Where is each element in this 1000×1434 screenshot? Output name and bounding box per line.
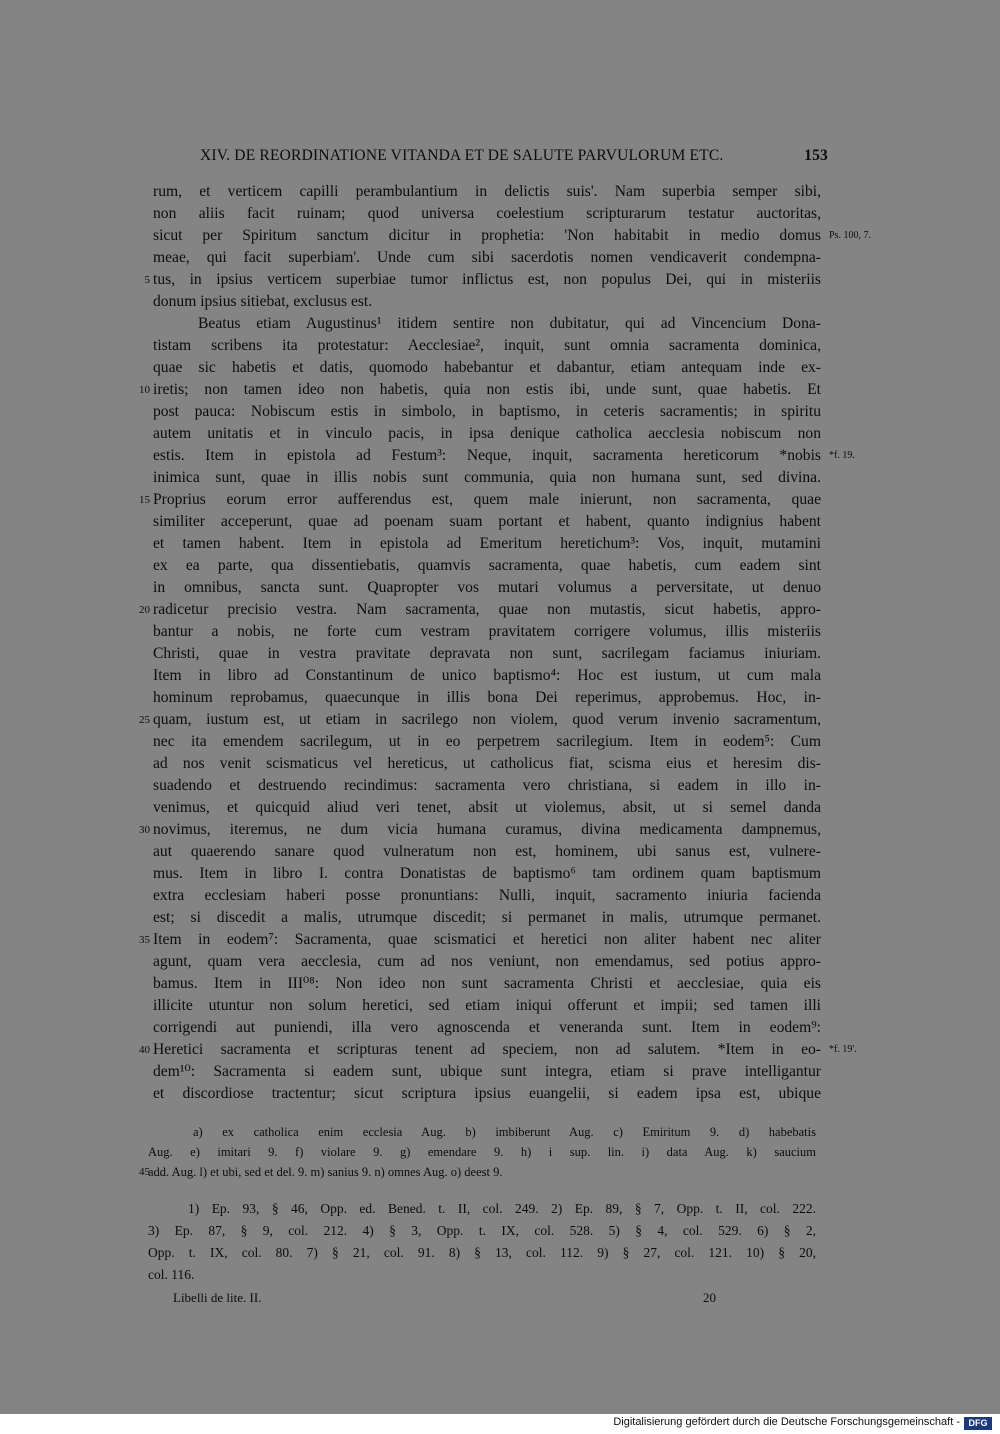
text-line: venimus, et quicquid aliud veri tenet, absit ut violemus, absit, ut si semel danda — [153, 799, 821, 816]
text-line: mus. Item in libro I. contra Donatistas de baptismo⁶ tam ordinem quam baptismum — [153, 865, 821, 882]
text-line: aut quaerendo sanare quod vulneratum non est, hominem, ubi sanus est, vulnere- — [153, 843, 821, 860]
dfg-logo: DFG — [964, 1417, 992, 1430]
signature-title: Libelli de lite. II. — [173, 1290, 262, 1305]
line-number: 10 — [139, 384, 150, 396]
text-line: non aliis facit ruinam; quod universa coelestium scripturarum testatur auctoritas, — [153, 205, 821, 222]
text-line: similiter acceperunt, quae ad poenam suam portant et habent, quanto indignius habent — [153, 513, 821, 530]
apparatus-line: a) ex catholica enim ecclesia Aug. b) imbiberunt Aug. c) Emiritum 9. d) habebatis — [193, 1125, 816, 1139]
text-line: estis. Item in epistola ad Festum³: Neque, inquit, sacramenta hereticorum *nobis — [153, 447, 821, 464]
signature-number: 20 — [703, 1290, 716, 1305]
text-line: est; si discedit a malis, utrumque discedit; si permanet in malis, utrumque permanet. — [153, 909, 821, 926]
text-line: corrigendi aut puniendi, illa vero agnoscenda et veneranda sunt. Item in eodem⁹: — [153, 1019, 821, 1036]
digitization-footer — [0, 1414, 1000, 1434]
text-line: donum ipsius sitiebat, exclusus est. — [153, 293, 373, 310]
text-line: illicite utuntur non solum heretici, sed etiam iniqui offerunt et impii; sed tamen illi — [153, 997, 821, 1014]
text-line: Item in eodem⁷: Sacramenta, quae scismatici et heretici non aliter habent nec aliter — [153, 931, 821, 948]
running-header — [200, 147, 828, 165]
line-number: 45 — [139, 1166, 150, 1178]
text-line: bantur a nobis, ne forte cum vestram pravitatem corrigere volumus, illis misteriis — [153, 623, 821, 640]
line-number: 25 — [139, 714, 150, 726]
text-line: Item in libro ad Constantinum de unico baptismo⁴: Hoc est iustum, ut cum mala — [153, 667, 821, 684]
text-line: dem¹⁰: Sacramenta si eadem sunt, ubique sunt integra, etiam si prave intelligantur — [153, 1063, 821, 1080]
text-line: extra ecclesiam haberi posse pronuntians: Nulli, inquit, sacramento iniuria facienda — [153, 887, 821, 904]
line-number: 20 — [139, 604, 150, 616]
text-line: quae sic habetis et datis, quomodo habebantur et dabantur, etiam antequam inde ex- — [153, 359, 821, 376]
margin-note: Ps. 100, 7. — [829, 230, 871, 241]
text-line: hominum reprobamus, quaecunque in illis bona Dei reperimus, approbemus. Hoc, in- — [153, 689, 821, 706]
reference-line: col. 116. — [148, 1267, 195, 1282]
text-line: ad nos venit scismaticus vel hereticus, ut catholicus fiat, scisma eius et heresim dis- — [153, 755, 821, 772]
text-line: post pauca: Nobiscum estis in simbolo, in baptismo, in ceteris sacramentis; in spiritu — [153, 403, 821, 420]
text-line: tistam scribens ita protestatur: Aecclesiae², inquit, sunt omnia sacramenta dominica, — [153, 337, 821, 354]
text-line: inimica sunt, quae in illis nobis sunt communia, quia non humana sunt, sed divina. — [153, 469, 821, 486]
text-line: Proprius eorum error aufferendus est, quem male inierunt, non sacramenta, quae — [153, 491, 821, 508]
text-line: suadendo et destruendo recindimus: sacramenta vero christiana, si eadem in illo in- — [153, 777, 821, 794]
text-line: sicut per Spiritum sanctum dicitur in prophetia: 'Non habitabit in medio domus — [153, 227, 821, 244]
text-line: tus, in ipsius verticem superbiae tumor inflictus est, non populus Dei, qui in misteriis — [153, 271, 821, 288]
text-line: bamus. Item in III⁰⁸: Non ideo non sunt sacramenta Christi et aecclesiae, quia eis — [153, 975, 821, 992]
footer-text: Digitalisierung gefördert durch die Deutsche Forschungsgemeinschaft - — [613, 1416, 960, 1428]
text-line: quam, iustum est, ut etiam in sacrilego non violem, quod verum invenio sacramentum, — [153, 711, 821, 728]
text-line: Heretici sacramenta et scripturas tenent ad speciem, non ad salutem. *Item in eo- — [153, 1041, 821, 1058]
text-line: autem unitatis et in vinculo pacis, in ipsa denique catholica aecclesia nobiscum non — [153, 425, 821, 442]
text-line: nec ita emendem sacrilegum, ut in eo perpetrem sacrilegium. Item in eodem⁵: Cum — [153, 733, 821, 750]
text-line: iretis; non tamen ideo non habetis, quia non estis ibi, unde sunt, quae habetis. Et — [153, 381, 821, 398]
text-line: meae, qui facit superbiam'. Unde cum sibi sacerdotis nomen vendicaverit condempna- — [153, 249, 821, 266]
line-number: 15 — [139, 494, 150, 506]
text-line: agunt, quam vera aecclesia, cum ad nos veniunt, non emendamus, sed potius appro- — [153, 953, 821, 970]
text-line: et discordiose tractentur; sicut scriptura ipsius euangelii, si eadem ipsa est, ubique — [153, 1085, 821, 1102]
text-line: ex ea parte, qua dissentiebatis, quamvis sacramenta, quae habetis, cum eadem sint — [153, 557, 821, 574]
text-line: radicetur precisio vestra. Nam sacramenta, quae non mutastis, sicut habetis, appro- — [153, 601, 821, 618]
text-line: et tamen habent. Item in epistola ad Emeritum heretichum³: Vos, inquit, mutamini — [153, 535, 821, 552]
line-number: 5 — [144, 274, 150, 286]
text-line: rum, et verticem capilli perambulantium in delictis suis'. Nam superbia semper sibi, — [153, 183, 821, 200]
reference-line: 3) Ep. 87, § 9, col. 212. 4) § 3, Opp. t. IX, col. 528. 5) § 4, col. 529. 6) § 2, — [148, 1223, 816, 1238]
line-number: 40 — [139, 1044, 150, 1056]
text-line: in omnibus, sancta sunt. Quapropter vos mutari volumus a perversitate, ut denuo — [153, 579, 821, 596]
page-number: 153 — [804, 147, 828, 164]
text-line: novimus, iteremus, ne dum vicia humana curamus, divina medicamenta dampnemus, — [153, 821, 821, 838]
margin-note: *f. 19. — [829, 450, 855, 461]
text-line: Beatus etiam Augustinus¹ itidem sentire non dubitatur, qui ad Vincencium Dona- — [198, 315, 821, 332]
apparatus-line: add. Aug. l) et ubi, sed et del. 9. m) sanius 9. n) omnes Aug. o) deest 9. — [148, 1165, 503, 1179]
line-number: 30 — [139, 824, 150, 836]
reference-line: Opp. t. IX, col. 80. 7) § 21, col. 91. 8) § 13, col. 112. 9) § 27, col. 121. 10) § 20, — [148, 1245, 816, 1260]
margin-note: *f. 19'. — [829, 1044, 857, 1055]
text-line: Christi, quae in vestra pravitate depravata non sunt, sacrilegam faciamus iniuriam. — [153, 645, 821, 662]
reference-line: 1) Ep. 93, § 46, Opp. ed. Bened. t. II, col. 249. 2) Ep. 89, § 7, Opp. t. II, col. 222. — [188, 1201, 816, 1216]
running-header-title: XIV. DE REORDINATIONE VITANDA ET DE SALUTE PARVULORUM ETC. — [200, 147, 724, 164]
line-number: 35 — [139, 934, 150, 946]
apparatus-line: Aug. e) imitari 9. f) violare 9. g) emendare 9. h) i sup. lin. i) data Aug. k) saucium — [148, 1145, 816, 1159]
